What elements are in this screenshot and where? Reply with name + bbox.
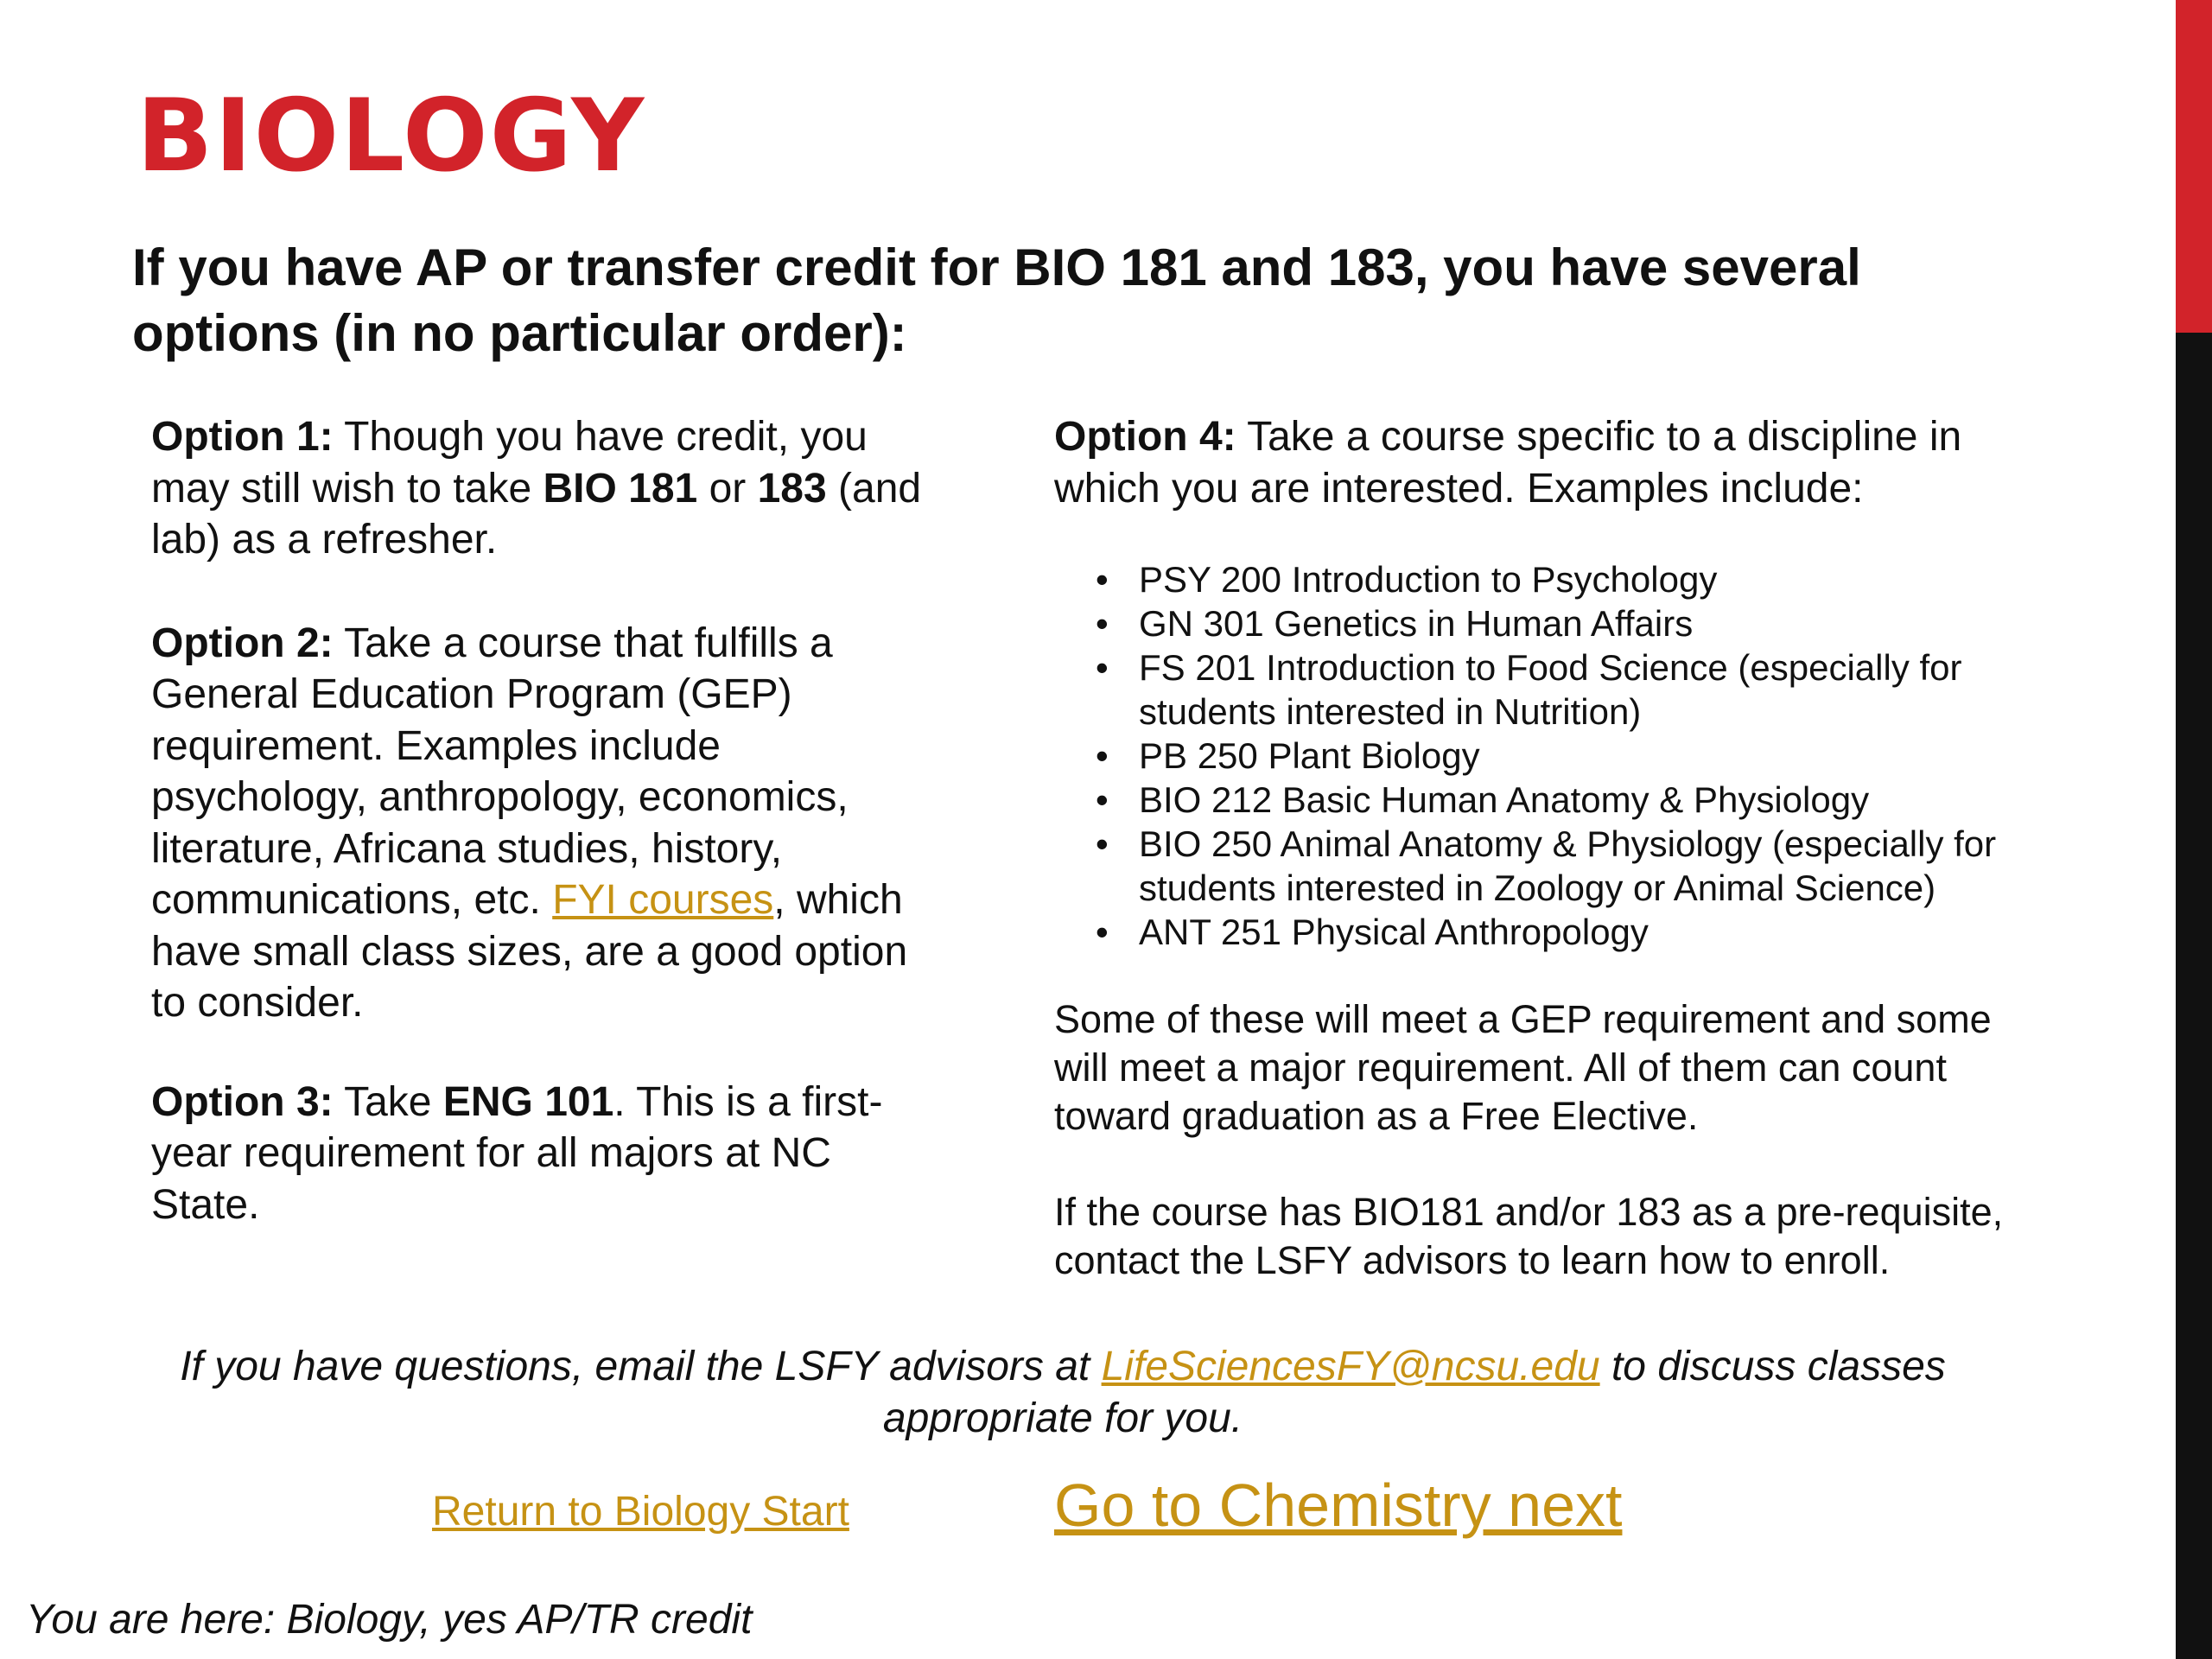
questions-text-b: to discuss classes appropriate for you.	[882, 1344, 1946, 1441]
option-3-course: ENG 101	[442, 1078, 614, 1125]
return-biology-start-link[interactable]: Return to Biology Start	[432, 1489, 849, 1535]
bullet-icon: •	[1096, 647, 1109, 688]
option-3-text-a: Take	[333, 1078, 443, 1125]
option-1-text-b: or	[697, 465, 758, 512]
go-chemistry-next-link[interactable]: Go to Chemistry next	[1054, 1471, 1623, 1539]
page-title: BIOLOGY	[137, 78, 646, 194]
list-item	[1054, 734, 2048, 778]
option-1-text-c: (and lab) as a refresher.	[151, 465, 922, 563]
option-2-label: Option 2:	[151, 620, 334, 666]
bullet-icon: •	[1096, 779, 1109, 820]
course-item: PB 250 Plant Biology	[1139, 735, 1480, 776]
email-link[interactable]: LifeSciencesFY@ncsu.edu	[1101, 1344, 1600, 1389]
option-1	[151, 411, 929, 566]
option-3	[151, 1077, 929, 1231]
bullet-icon: •	[1096, 559, 1109, 600]
option-3-label: Option 3:	[151, 1078, 334, 1125]
questions-note	[173, 1341, 1953, 1445]
gep-note: Some of these will meet a GEP requirement and some will meet a major requirement. All of them can count toward graduation as a Free Elective.	[1054, 997, 1992, 1138]
questions-text-a: If you have questions, email the LSFY advisors at	[180, 1344, 1102, 1389]
bullet-icon: •	[1096, 823, 1109, 864]
course-item: ANT 251 Physical Anthropology	[1139, 912, 1649, 952]
right-column	[1054, 411, 2048, 1285]
bullet-icon: •	[1096, 603, 1109, 644]
list-item	[1054, 822, 2048, 910]
list-item	[1054, 557, 2048, 601]
course-item: FS 201 Introduction to Food Science (especially for students interested in Nutrition)	[1139, 647, 1962, 732]
list-item	[1054, 601, 2048, 645]
sidebar-accent	[2176, 0, 2212, 333]
course-item: BIO 212 Basic Human Anatomy & Physiology	[1139, 779, 1870, 820]
course-list	[1054, 557, 2048, 954]
prereq-note: If the course has BIO181 and/or 183 as a pre-requisite, contact the LSFY advisors to learn how to enroll.	[1054, 1190, 2004, 1282]
fyi-courses-link[interactable]: FYI courses	[552, 877, 774, 923]
list-item	[1054, 910, 2048, 954]
page-subtitle: If you have AP or transfer credit for BIO 181 and 183, you have several options (in no particular order):	[132, 238, 1861, 362]
option-2	[151, 618, 929, 1029]
bullet-icon: •	[1096, 912, 1109, 952]
option-2-text-a: Take a course that fulfills a General Education Program (GEP) requirement. Examples include psychology, anthropology, economics, literature, Africana studies, history, communications, etc.	[151, 620, 849, 923]
option-1-course-b: 183	[757, 465, 827, 512]
option-3-text-b: . This is a first-year requirement for all majors at NC State.	[151, 1078, 883, 1228]
course-item: GN 301 Genetics in Human Affairs	[1139, 603, 1694, 644]
option-1-text-a: Though you have credit, you may still wish to take	[151, 414, 868, 512]
course-item: BIO 250 Animal Anatomy & Physiology (especially for students interested in Zoology or Animal Science)	[1139, 823, 1997, 908]
breadcrumb: You are here: Biology, yes AP/TR credit	[26, 1597, 753, 1643]
option-4-text: Take a course specific to a discipline in which you are interested. Examples include:	[1054, 414, 1962, 512]
list-item	[1054, 645, 2048, 734]
bullet-icon: •	[1096, 735, 1109, 776]
option-2-text-b: , which have small class sizes, are a good option to consider.	[151, 877, 908, 1026]
sidebar-bar	[2176, 0, 2212, 1659]
option-1-label: Option 1:	[151, 414, 334, 460]
option-4-label: Option 4:	[1054, 414, 1236, 460]
option-1-course-a: BIO 181	[543, 465, 698, 512]
list-item	[1054, 778, 2048, 822]
course-item: PSY 200 Introduction to Psychology	[1139, 559, 1718, 600]
left-column	[151, 411, 929, 1230]
option-4	[1054, 411, 2048, 514]
